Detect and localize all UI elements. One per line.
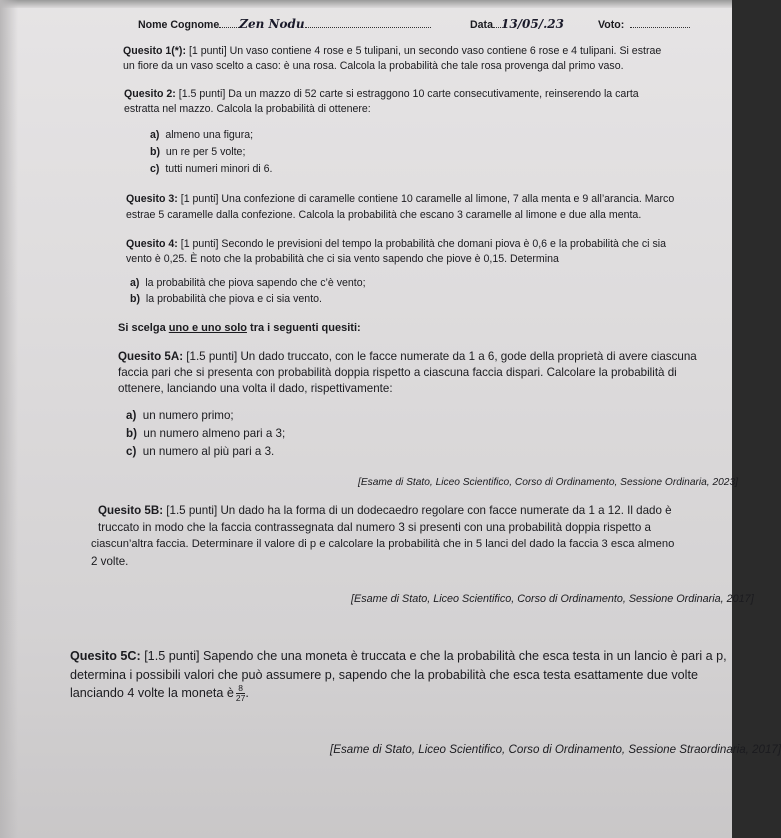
page-top-edge [0,0,732,8]
choice-underlined: uno e uno solo [168,322,247,334]
name-blank-lead [219,16,239,28]
q5b-line2: truccato in modo che la faccia contrassegnata dal numero 3 si presenti con una probabilità doppia rispetto a [98,521,651,534]
q5a-item-a-letter: a) [126,409,137,422]
q2-item-c [150,163,272,176]
q5b-line3: ciascun’altra faccia. Determinare il valore di p e calcolare la probabilità che in 5 lanci del dado la faccia 3 esca almeno [91,538,675,550]
q5c-line3 [70,684,249,703]
grade-field [598,16,690,32]
q5a-line2: faccia pari che si presenta con probabilità doppia rispetto a ciascuna faccia dispari. Calcolare la probabilità di [118,366,677,379]
q5c-line1 [70,648,727,664]
q5b-source: [Esame di Stato, Liceo Scientifico, Corso di Ordinamento, Sessione Ordinaria, 2017] [351,593,754,605]
q1-label: Quesito 1(*): [123,45,186,57]
q4-label: Quesito 4: [126,238,178,250]
q2-line2: estratta nel mazzo. Calcola la probabilità di ottenere: [124,103,371,115]
q2-label: Quesito 2: [124,88,176,100]
q3-label: Quesito 3: [126,193,178,205]
q5a-text1: [1.5 punti] Un dado truccato, con le facce numerate da 1 a 6, gode della proprietà di avere ciascuna [186,350,697,363]
q3-line2: estrae 5 caramelle dalla confezione. Calcola la probabilità che escano 3 caramelle al limone e due alla menta. [126,209,642,221]
q5c-source: [Esame di Stato, Liceo Scientifico, Corso di Ordinamento, Sessione Straordinaria, 2017] [330,743,781,756]
date-label: Data [470,19,493,31]
grade-label: Voto: [598,19,625,31]
q5a-item-a-text: un numero primo; [142,409,234,422]
q2-item-c-text: tutti numeri minori di 6. [165,163,273,175]
q5a-item-a [126,408,234,423]
choice-instruction [118,322,361,335]
q5c-text1: [1.5 punti] Sapendo che una moneta è truccata e che la probabilità che esca testa in un lancio è pari a p, [144,649,727,663]
q4-item-a-text: la probabilità che piova sapendo che c’è vento; [145,277,366,289]
q5b-text1: [1.5 punti] Un dado ha la forma di un dodecaedro regolare con facce numerate da 1 a 12. Il dado è [166,504,672,517]
q5a-item-b [126,426,285,441]
q5c-fraction-denominator: 27 [235,693,246,703]
q2-text1: [1.5 punti] Da un mazzo di 52 carte si estraggono 10 carte consecutivamente, reinserendo la carta [178,88,639,100]
q2-item-a [150,129,253,142]
q4-line1 [126,238,666,251]
q2-item-c-letter: c) [150,163,160,175]
q4-item-a [130,277,366,290]
q5a-item-c [126,444,274,459]
q5c-fraction-numerator: 8 [236,684,245,694]
q5c-label: Quesito 5C: [70,649,141,663]
q5b-line1 [98,503,672,518]
choice-prefix: Si scelga [118,322,169,334]
q5c-text3: lanciando 4 volte la moneta è [70,685,234,700]
q5a-item-c-text: un numero al più pari a 3. [142,445,275,458]
q2-item-b-text: un re per 5 volte; [165,146,246,158]
q1-line2: un fiore da un vaso scelto a caso: è una rosa. Calcola la probabilità che tale rosa provenga dal primo vaso. [123,60,624,72]
q5b-line4: 2 volte. [91,555,129,568]
date-handwriting: 13/05/.23 [500,17,565,31]
q5a-label: Quesito 5A: [118,350,184,363]
q5a-item-b-text: un numero almeno pari a 3; [143,427,286,440]
q1-text1: [1 punti] Un vaso contiene 4 rose e 5 tulipani, un secondo vaso contiene 6 rose e 4 tulipani. Si estrae [188,45,662,57]
q2-item-b-letter: b) [150,146,160,158]
q5a-source: [Esame di Stato, Liceo Scientifico, Corso di Ordinamento, Sessione Ordinaria, 2023] [358,477,738,488]
q1-line1 [123,45,661,58]
q3-text1: [1 punti] Una confezione di caramelle contiene 10 caramelle al limone, 7 alla menta e 9 all’arancia. Marco [180,193,675,205]
choice-suffix: tra i seguenti quesiti: [246,322,361,334]
q5c-line2: determina i possibili valori che può assumere p, sapendo che la probabilità che esca testa esattamente due volte [70,668,698,682]
q4-item-b-letter: b) [130,293,140,305]
q3-line1 [126,193,674,206]
q4-line2: vento è 0,25. È noto che la probabilità che ci sia vento sapendo che piove è 0,15. Determina [126,253,559,265]
q2-item-b [150,146,245,159]
q2-item-a-letter: a) [150,129,160,141]
name-blank-tail [305,16,431,28]
q4-item-b [130,293,322,306]
q2-item-a-text: almeno una figura; [165,129,254,141]
page-left-shadow [0,0,18,838]
grade-blank [630,16,690,28]
name-label: Nome Cognome [138,19,220,31]
q5a-line1 [118,349,697,364]
q4-item-a-letter: a) [130,277,140,289]
name-handwriting: Zen Nodu [239,17,305,31]
q5b-label: Quesito 5B: [98,504,164,517]
q5c-fraction-period: . [245,685,249,700]
q4-text1: [1 punti] Secondo le previsioni del tempo la probabilità che domani piova è 0,6 e la probabilità che ci sia [180,238,667,250]
q2-line1 [124,88,639,101]
q4-item-b-text: la probabilità che piova e ci sia vento. [145,293,322,305]
q5a-item-b-letter: b) [126,427,137,440]
date-blank-lead [493,16,501,28]
date-field [470,16,564,32]
q5c-fraction [236,684,245,703]
header-row [138,16,431,32]
q5a-item-c-letter: c) [126,445,137,458]
q5a-line3: ottenere, lanciando una volta il dado, rispettivamente: [118,382,393,395]
